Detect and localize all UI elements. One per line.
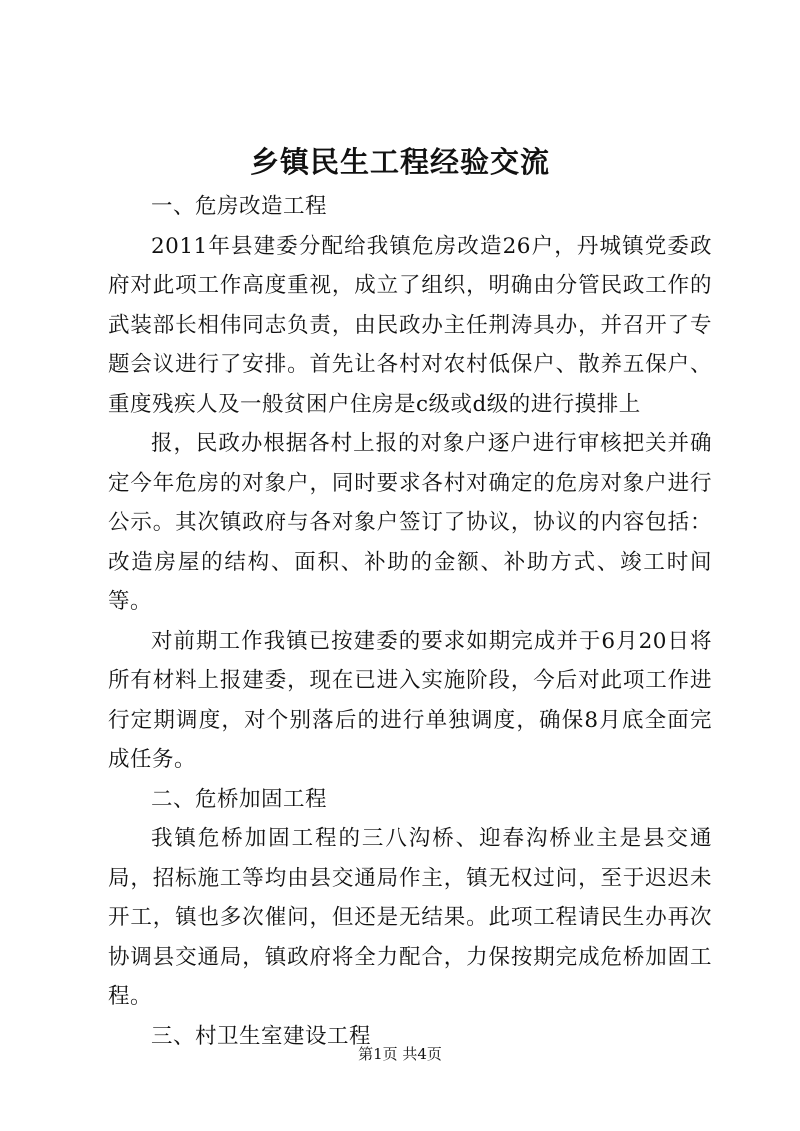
paragraph-4: 我镇危桥加固工程的三八沟桥、迎春沟桥业主是县交通局，招标施工等均由县交通局作主，镇无权过问，至于迟迟未开工，镇也多次催问，但还是无结果。此项工程请民生办再次协调县交通局，镇政府将全力配合，力保按期完成危桥加固工程。	[108, 826, 712, 1009]
paragraph-3: 对前期工作我镇已按建委的要求如期完成并于6月20日将所有材料上报建委，现在已进入实施阶段，今后对此项工作进行定期调度，对个别落后的进行单独调度，确保8月底全面完成任务。	[108, 628, 712, 772]
paragraph-2: 报，民政办根据各村上报的对象户逐户进行审核把关并确定今年危房的对象户，同时要求各村对确定的危房对象户进行公示。其次镇政府与各对象户签订了协议，协议的内容包括：改造房屋的结构、面积、补助的金额、补助方式、竣工时间等。	[108, 431, 712, 614]
paragraph-1: 2011年县建委分配给我镇危房改造26户，丹城镇党委政府对此项工作高度重视，成立了组织，明确由分管民政工作的武装部长相伟同志负责，由民政办主任荆涛具办，并召开了专题会议进行了安排。首先让各村对农村低保户、散养五保户、重度残疾人及一般贫困户住房是c级或d级的进行摸排上	[108, 233, 712, 417]
section-heading-1: 一、危房改造工程	[151, 194, 328, 219]
document-body	[108, 187, 712, 1056]
section-heading-2: 二、危桥加固工程	[151, 786, 328, 812]
document-title: 乡镇民生工程经验交流	[249, 145, 550, 179]
page-number-footer: 第1页 共4页	[358, 1045, 442, 1063]
section-heading-3: 三、村卫生室建设工程	[151, 1023, 372, 1049]
